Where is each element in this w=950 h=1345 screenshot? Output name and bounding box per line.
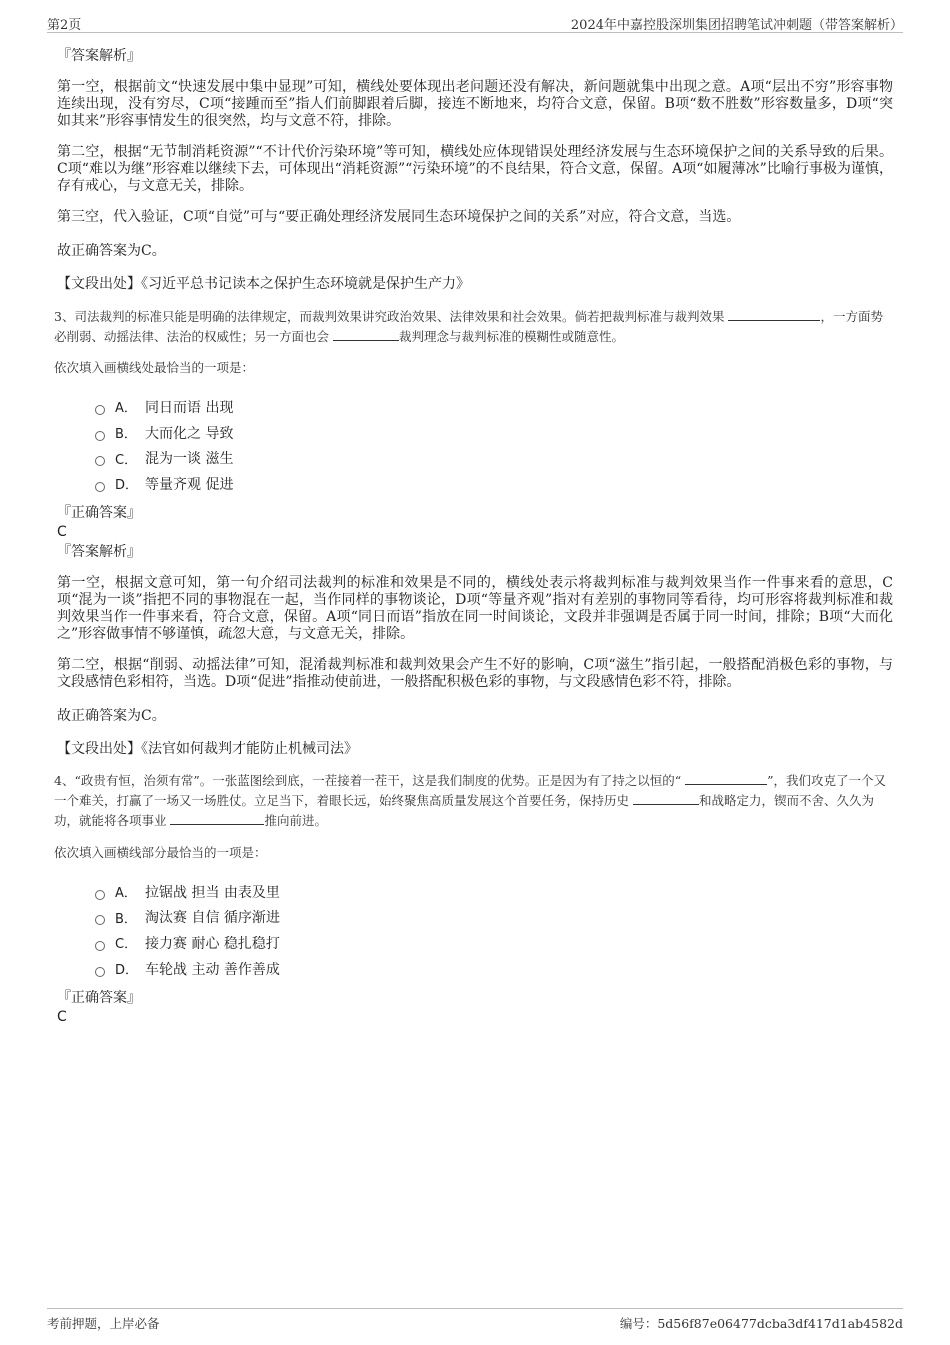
q4-blank-3 (170, 812, 264, 825)
radio-icon[interactable] (95, 915, 105, 925)
q3-option-c[interactable]: C． 混为一谈 滋生 (95, 445, 893, 471)
radio-icon[interactable] (95, 967, 105, 977)
q3-analysis-label: 『答案解析』 (57, 543, 141, 560)
q3-option-a[interactable]: A． 同日而语 出现 (95, 394, 893, 420)
q4-stem: 4、“政贵有恒，治须有常”。一张蓝图绘到底，一茬接着一茬干，这是我们制度的优势。正是因为有了持之以恒的“ ”，我们攻克了一个又一个难关，打赢了一场又一场胜仗。立足当下，着眼长远，始终聚焦高质量发展这个首要任务，保持历史 和战略定力，锲而不舍、久久为功，就能将各项事业 推向前进。 (54, 772, 887, 828)
q3-stem: 3、司法裁判的标准只能是明确的法律规定，而裁判效果讲究政治效果、法律效果和社会效果。倘若把裁判标准与裁判效果 ，一方面势必削弱、动摇法律、法治的权威性；另一方面也会 裁判理念与裁判标准的模糊性或随意性。 (54, 309, 883, 344)
radio-icon[interactable] (95, 890, 105, 900)
q3-option-b[interactable]: B． 大而化之 导致 (95, 420, 893, 446)
radio-icon[interactable] (95, 941, 105, 951)
q4-option-b[interactable]: B． 淘汰赛 自信 循序渐进 (95, 904, 893, 930)
q4-correct-label: 『正确答案』 (57, 989, 141, 1006)
q3-analysis-para-1: 第一空，根据文意可知，第一句介绍司法裁判的标准和效果是不同的，横线处表示将裁判标准与裁判效果当作一件事来看的意思，C项“混为一谈”指把不同的事物混在一起，当作同样的事物谈论，D项“等量齐观”指对有差别的事物同等看待，均可形容将裁判标准和裁判效果当作一件事来看，符合文意，保留。A项“同日而语”指放在同一时间谈论，文段并非强调是否属于同一时间，排除；B项“大而化之”形容做事情不够谨慎，疏忽大意，与文意无关，排除。 (57, 574, 893, 642)
q2-conclusion: 故正确答案为C。 (57, 243, 166, 259)
q2-analysis-para-2: 第二空，根据“无节制消耗资源”“不计代价污染环境”等可知，横线处应体现错误处理经济发展与生态环境保护之间的关系导致的后果。C项“难以为继”形容难以继续下去，可体现出“消耗资源”“污染环境”的不良结果，符合文意，保留。A项“如履薄冰”比喻行事极为谨慎，存有戒心，与文意无关，排除。 (57, 144, 893, 194)
radio-icon[interactable] (95, 456, 105, 466)
q3-source: 【文段出处】《法官如何裁判才能防止机械司法》 (57, 740, 358, 757)
q3-conclusion: 故正确答案为C。 (57, 707, 166, 724)
radio-icon[interactable] (95, 482, 105, 492)
document-body (54, 46, 893, 1026)
q4-blank-1 (685, 772, 767, 785)
page-number: 第2页 (47, 18, 82, 33)
q3-option-d[interactable]: D． 等量齐观 促进 (95, 471, 893, 497)
page-header (47, 12, 903, 33)
q4-correct-answer: C (57, 1008, 67, 1025)
radio-icon[interactable] (95, 431, 105, 441)
q3-analysis-para-2: 第二空，根据“削弱、动摇法律”可知，混淆裁判标准和裁判效果会产生不好的影响，C项“滋生”指引起，一般搭配消极色彩的事物，与文段感情色彩相符，当选。D项“促进”指推动使前进，一般搭配积极色彩的事物，与文段感情色彩不符，排除。 (57, 656, 893, 690)
q2-analysis-label: 『答案解析』 (57, 48, 141, 64)
q2-analysis-para-1: 第一空，根据前文“快速发展中集中显现”可知，横线处要体现出老问题还没有解决，新问题就集中出现之意。A项“层出不穷”形容事物连续出现，没有穷尽，C项“接踵而至”指人们前脚跟着后脚，接连不断地来，均符合文意，保留。B项“数不胜数”形容数量多，D项“突如其来”形容事情发生的很突然，均与文意不符，排除。 (57, 79, 893, 129)
q4-option-a[interactable]: A． 拉锯战 担当 由表及里 (95, 879, 893, 905)
document-title: 2024年中嘉控股深圳集团招聘笔试冲刺题（带答案解析） (570, 18, 903, 33)
q2-source: 【文段出处】《习近平总书记读本之保护生态环境就是保护生产力》 (57, 276, 470, 292)
q2-analysis-para-3: 第三空，代入验证，C项“自觉”可与“要正确处理经济发展同生态环境保护之间的关系”对应，符合文意，当选。 (57, 209, 741, 225)
page-footer (47, 1308, 903, 1333)
footer-motto: 考前押题，上岸必备 (47, 1316, 160, 1331)
q3-correct-label: 『正确答案』 (57, 504, 141, 521)
q3-blank-1 (728, 308, 820, 321)
q3-instruction: 依次填入画横线处最恰当的一项是： (54, 360, 255, 375)
q3-blank-2 (333, 328, 399, 341)
q4-options (95, 879, 893, 982)
q4-instruction: 依次填入画横线部分最恰当的一项是： (54, 844, 267, 860)
q4-option-c[interactable]: C． 接力赛 耐心 稳扎稳打 (95, 930, 893, 956)
document-code: 编号：5d56f87e06477dcba3df417d1ab4582d (619, 1316, 903, 1331)
q3-options (95, 394, 893, 497)
q4-blank-2 (633, 792, 699, 805)
radio-icon[interactable] (95, 405, 105, 415)
q4-option-d[interactable]: D． 车轮战 主动 善作善成 (95, 956, 893, 982)
q3-correct-answer: C (57, 523, 67, 540)
